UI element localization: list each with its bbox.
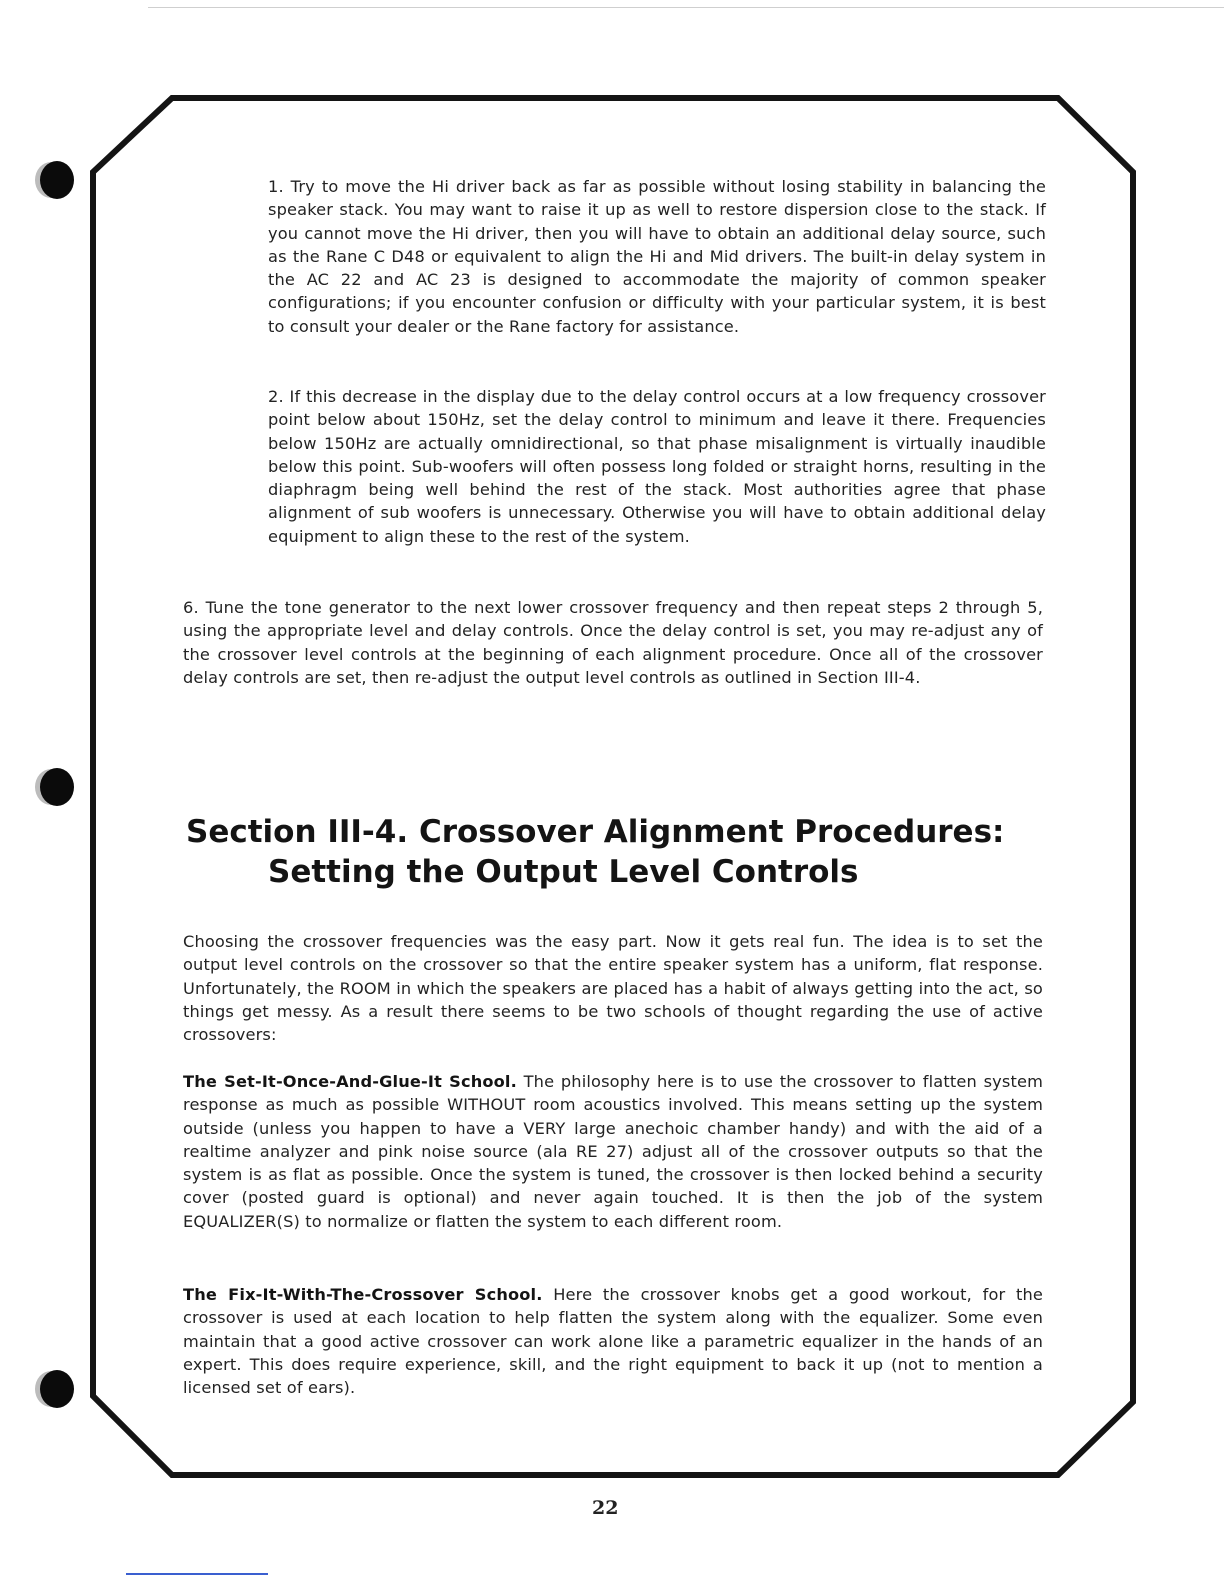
fix-it-school-title: The Fix-It-With-The-Crossover School. xyxy=(183,1285,543,1304)
binder-hole-top xyxy=(40,161,74,199)
step-6-paragraph: 6. Tune the tone generator to the next lower crossover frequency and then repeat steps 2 through 5, using the appropriate level and delay controls. Once the delay control is set, you may re-adjust any of the crossover level controls at the beginning of each alignment procedure. Once all of the crossover delay controls are set, then re-adjust the output level controls as outlined in Section III-4. xyxy=(183,598,1043,687)
step-1-paragraph: 1. Try to move the Hi driver back as far as possible without losing stability in balancing the speaker stack. You may want to raise it up as well to restore dispersion close to the stack. If you cannot move the Hi driver, then you will have to obtain an additional delay source, such as the Rane C D48 or equivalent to align the Hi and Mid drivers. The built-in delay system in the AC 22 and AC 23 is designed to accommodate the majority of common speaker configurations; if you encounter confusion or difficulty with your particular system, it is best to consult your dealer or the Rane factory for assistance. xyxy=(268,177,1046,336)
binder-hole-bottom xyxy=(40,1370,74,1408)
set-it-once-school-paragraph xyxy=(183,1070,1043,1233)
set-it-once-school-text: The philosophy here is to use the crossover to flatten system response as much as possible WITHOUT room acoustics involved. This means setting up the system outside (unless you happen to have a VERY large anechoic chamber handy) and with the aid of a realtime analyzer and pink noise source (ala RE 27) adjust all of the crossover outputs so that the system is as flat as possible. Once the system is tuned, the crossover is then locked behind a security cover (posted guard is optional) and never again touched. It is then the job of the system EQUALIZER(S) to normalize or flatten the system to each different room. xyxy=(183,1072,1043,1231)
fix-it-school-paragraph xyxy=(183,1283,1043,1399)
section-heading-line-2: Setting the Output Level Controls xyxy=(268,854,859,890)
intro-paragraph: Choosing the crossover frequencies was the easy part. Now it gets real fun. The idea is to set the output level controls on the crossover so that the entire speaker system has a uniform, flat response. Unfortunately, the ROOM in which the speakers are placed has a habit of always getting into the act, so things get messy. As a result there seems to be two schools of thought regarding the use of active crossovers: xyxy=(183,932,1043,1045)
set-it-once-school-title: The Set-It-Once-And-Glue-It School. xyxy=(183,1072,517,1091)
scan-bottom-edge xyxy=(126,1573,268,1575)
fix-it-school-text: Here the crossover knobs get a good workout, for the crossover is used at each location to help flatten the system along with the equalizer. Some even maintain that a good active crossover can work alone like a parametric equalizer in the hands of an expert. This does require experience, skill, and the right equipment to back it up (not to mention a licensed set of ears). xyxy=(183,1285,1043,1398)
step-2-paragraph: 2. If this decrease in the display due to the delay control occurs at a low frequency crossover point below about 150Hz, set the delay control to minimum and leave it there. Frequencies below 150Hz are actually omnidirectional, so that phase misalignment is virtually inaudible below this point. Sub-woofers will often possess long folded or straight horns, resulting in the diaphragm being well behind the rest of the stack. Most authorities agree that phase alignment of sub woofers is unnecessary. Otherwise you will have to obtain additional delay equipment to align these to the rest of the system. xyxy=(268,387,1046,546)
section-heading-line-1: Section III-4. Crossover Alignment Procedures: xyxy=(186,814,1005,850)
page-number: 22 xyxy=(592,1497,619,1519)
binder-hole-middle xyxy=(40,768,74,806)
section-heading xyxy=(186,812,1086,892)
